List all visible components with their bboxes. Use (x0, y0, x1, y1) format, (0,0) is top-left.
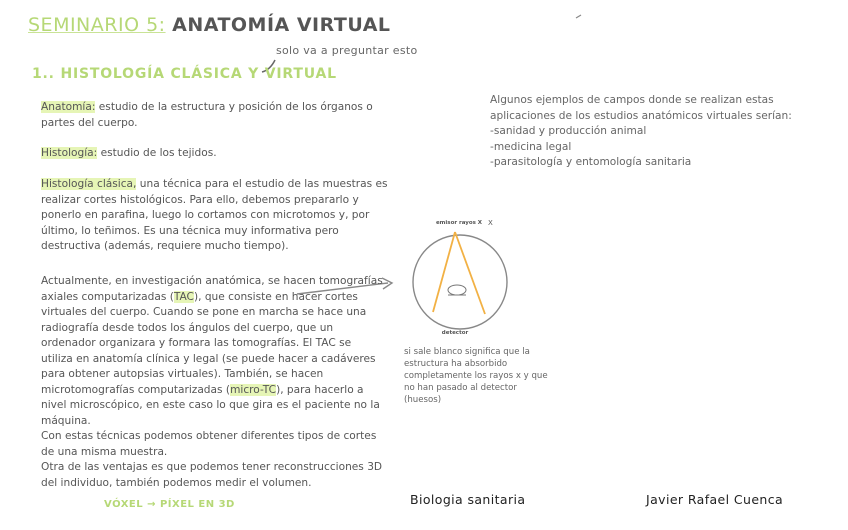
footer-subject: Biologia sanitaria (410, 492, 526, 507)
histologia-clasica-paragraph (41, 177, 391, 255)
histologia-clasica-text: una técnica para el estudio de las muestras es realizar cortes histológicos. Para ello, debemos prepararlo y ponerlo en parafina, luego lo cortamos con microtomos y, por último, lo teñimos. Es una técnica muy informativa pero destructiva (además, requiere mucho tiempo). (41, 178, 388, 252)
anatomia-text: estudio de la estructura y posición de los órganos o partes del cuerpo. (41, 101, 373, 129)
patient-icon (448, 285, 466, 295)
anatomia-term: Anatomía: (41, 101, 96, 113)
page-header (28, 14, 391, 36)
footer-author: Javier Rafael Cuenca (646, 492, 784, 507)
histologia-term: Histología: (41, 147, 98, 159)
beam-right (455, 232, 485, 314)
cortes-line: Con estas técnicas podemos obtener diferentes tipos de cortes de una misma muestra. (41, 430, 377, 458)
micro-tc-term: micro-TC (230, 383, 277, 396)
histologia-clasica-term: Histología clásica, (41, 178, 137, 190)
actualmente-part2: ), que consiste en hacer cortes virtuales del cuerpo. Cuando se pone en marcha se hace una radiografía desde todos los ángulos del cuerpo, que un ordenador organizara y formara las tomografías. El TAC se utiliza en anatomía clínica y legal (se puede hacer a cadáveres para obtener autopsias virtuales). También, se hacen microtomografías computarizadas ( (41, 290, 376, 396)
diagram-note: si sale blanco significa que la estructura ha absorbido completamente los rayos x y que no han pasado al detector (huesos) (404, 347, 548, 405)
anatomia-paragraph (41, 100, 391, 131)
beam-left (433, 232, 455, 312)
emitter-label: emisor rayos X (435, 220, 483, 226)
example-item: -medicina legal (490, 140, 572, 153)
tac-term: TAC (173, 290, 194, 303)
examples-block (490, 93, 810, 171)
exam-note: solo va a preguntar esto (276, 44, 418, 57)
histologia-paragraph (41, 146, 391, 162)
histologia-text: estudio de los tejidos. (97, 147, 217, 159)
seminar-label: SEMINARIO 5: (28, 14, 166, 36)
actualmente-paragraph (41, 274, 386, 491)
actualmente-part1: Actualmente, en investigación anatómica, se hacen tomografías axiales computarizadas ( (41, 275, 383, 303)
scanner-ring (413, 235, 507, 329)
actualmente-part3: ), para hacerlo a nivel microscópico, en este caso lo que gira es el paciente no la máquina. (41, 383, 380, 427)
ventajas-line: Otra de las ventajas es que podemos tener reconstrucciones 3D del individuo, también podemos medir el volumen. (41, 461, 383, 489)
detector-label: detector (441, 330, 469, 336)
section-title: 1.. HISTOLOGÍA CLÁSICA Y VIRTUAL (32, 66, 337, 82)
ct-scan-diagram (405, 212, 527, 340)
x-mark: X (488, 219, 493, 227)
example-item: -sanidad y producción animal (490, 125, 647, 137)
example-item: -parasitología y entomología sanitaria (490, 156, 692, 168)
examples-intro: Algunos ejemplos de campos donde se realizan estas aplicaciones de los estudios anatómicos virtuales serían: (490, 94, 792, 122)
page-title: ANATOMÍA VIRTUAL (172, 14, 391, 36)
voxel-note: VÓXEL → PÍXEL EN 3D (104, 499, 235, 510)
